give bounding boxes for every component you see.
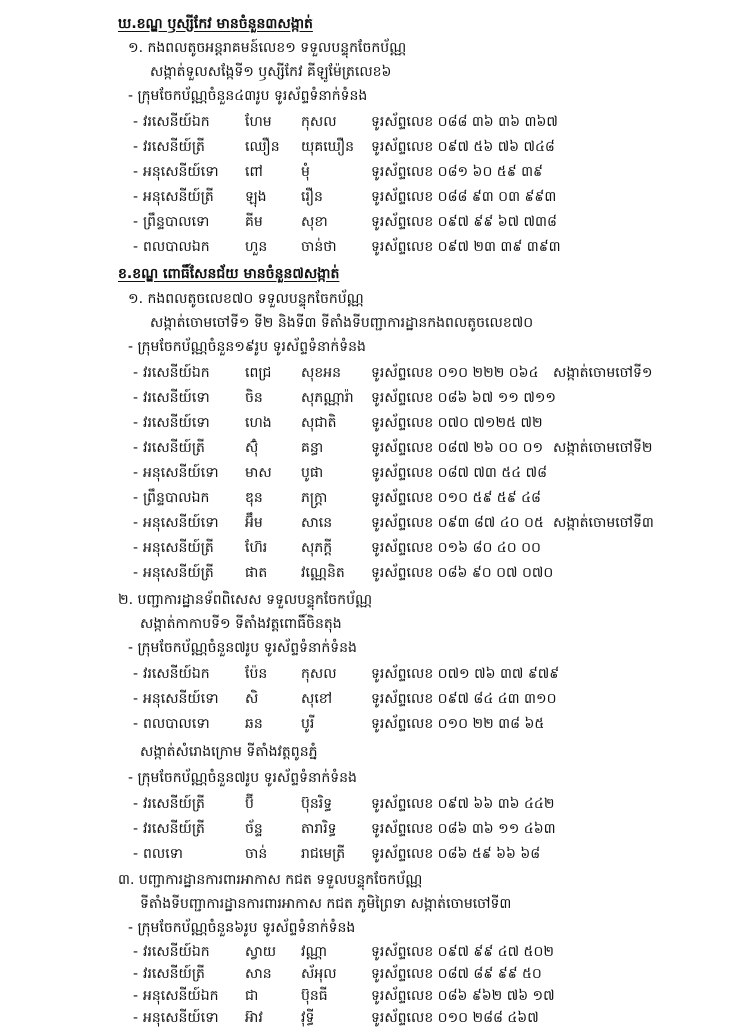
member-given-name: សានេ bbox=[301, 515, 333, 531]
member-rank: អនុសេនីយ៍ទោ bbox=[143, 691, 219, 707]
member-rank: ព្រឹន្ទបាលទោ bbox=[143, 214, 210, 230]
member-row bbox=[133, 536, 733, 560]
member-family-name: អ៊ឹម bbox=[245, 515, 263, 531]
member-family-name: សាន bbox=[245, 966, 272, 982]
member-row bbox=[133, 386, 733, 410]
group-count: - ក្រុមចែកប័ណ្ណចំនួន៧រូប ទូរស័ព្ទទំនាក់ទំនង bbox=[128, 640, 357, 656]
bullet-dash: - bbox=[133, 796, 139, 812]
member-given-name: បូរី bbox=[301, 716, 315, 732]
bullet-dash: - bbox=[133, 565, 139, 581]
member-given-name: ប៊ុនធី bbox=[301, 988, 328, 1004]
bullet-dash: - bbox=[133, 490, 139, 506]
member-phone: ទូរស័ព្ទលេខ ០៨៦ ៦៧ ១១ ៧១១ bbox=[371, 390, 557, 406]
member-family-name: ពេជ្រ bbox=[245, 365, 272, 381]
member-rank: អនុសេនីយ៍ទោ bbox=[143, 465, 219, 481]
member-family-name: ស្វាយ bbox=[245, 944, 277, 960]
member-family-name: ឡុង bbox=[245, 189, 267, 205]
member-given-name: ភក្ត្រា bbox=[301, 490, 328, 506]
member-note: សង្កាត់ចោមចៅទី៣ bbox=[553, 515, 654, 531]
member-given-name: រឿន bbox=[301, 189, 323, 205]
member-phone: ទូរស័ព្ទលេខ ០៧០ ៧១២៥ ៧២ bbox=[371, 415, 543, 431]
group-count: - ក្រុមចែកប័ណ្ណចំនួន៤៣រូប ទូរស័ព្ទទំនាក់ទំនង bbox=[128, 88, 368, 104]
member-rank: ពលបាលទោ bbox=[143, 716, 210, 732]
bullet-dash: - bbox=[133, 365, 139, 381]
member-phone: ទូរស័ព្ទលេខ ០៨៦ ៩៦២ ៧៦ ១៧ bbox=[371, 988, 555, 1004]
member-rank: អនុសេនីយ៍ឯក bbox=[143, 988, 219, 1004]
member-row bbox=[133, 940, 733, 964]
member-phone: ទូរស័ព្ទលេខ ០៩៧ ៩៩ ៤៧ ៥០២ bbox=[371, 944, 554, 960]
member-family-name: ហ៊ែរ bbox=[245, 540, 268, 556]
member-rank: វរសេនីយ៍ឯក bbox=[143, 944, 210, 960]
bullet-dash: - bbox=[133, 415, 139, 431]
member-rank: ពលបាលឯក bbox=[143, 239, 210, 255]
unit-location-2: សង្កាត់សំរោងក្រោម ទីតាំងវត្តពូនភ្នំ bbox=[140, 744, 318, 760]
member-phone: ទូរស័ព្ទលេខ ០៨៦ ៥៩ ៦៦ ៦៨ bbox=[371, 846, 541, 862]
member-family-name: គីម bbox=[245, 214, 263, 230]
member-row bbox=[133, 160, 733, 184]
member-family-name: ប៉ែន bbox=[245, 666, 268, 682]
member-family-name: ផាត bbox=[245, 565, 268, 581]
member-phone: ទូរស័ព្ទលេខ ០១០ ២២២ ០៦៤ bbox=[371, 365, 539, 381]
member-row bbox=[133, 486, 733, 510]
member-family-name: ឌុន bbox=[245, 490, 263, 506]
member-row bbox=[133, 461, 733, 485]
member-rank: អនុសេនីយ៍ត្រី bbox=[143, 540, 214, 556]
bullet-dash: - bbox=[133, 239, 139, 255]
member-given-name: តារារិទ្ធ bbox=[301, 821, 337, 837]
member-rank: អនុសេនីយ៍ទោ bbox=[143, 1010, 219, 1026]
member-phone: ទូរស័ព្ទលេខ ០៩៧ ២៣ ៣៩ ៣៩៣ bbox=[371, 239, 561, 255]
member-rank: វរសេនីយ៍ត្រី bbox=[143, 440, 205, 456]
bullet-dash: - bbox=[133, 966, 139, 982]
member-rank: វរសេនីយ៍ត្រី bbox=[143, 821, 205, 837]
bullet-dash: - bbox=[133, 691, 139, 707]
member-given-name: កុសល bbox=[301, 114, 337, 130]
member-phone: ទូរស័ព្ទលេខ ០១០ ៥៩ ៥៩ ៤៨ bbox=[371, 490, 541, 506]
member-phone: ទូរស័ព្ទលេខ ០៨៧ ៨៩ ៩៩ ៥០ bbox=[371, 966, 542, 982]
member-rank: ព្រឹន្ទបាលឯក bbox=[143, 490, 210, 506]
unit-location: សង្កាត់ទួលសង្កែទី១ ឫស្សីកែវ គីឡូម៉ែត្រលេខ៦ bbox=[150, 64, 392, 80]
member-row bbox=[133, 817, 733, 841]
group-count-2: - ក្រុមចែកប័ណ្ណចំនួន៧រូប ទូរស័ព្ទទំនាក់ទំនង bbox=[128, 770, 357, 786]
member-given-name: ស័អុល bbox=[301, 966, 337, 982]
unit-location: ទីតាំងទីបញ្ជាការដ្ឋានការពារអាកាស កជត ភូមិព្រៃទា សង្កាត់ចោមចៅទី៣ bbox=[140, 896, 512, 912]
member-rank: វរសេនីយ៍ត្រី bbox=[143, 139, 205, 155]
member-given-name: យុគឃឿន bbox=[301, 139, 355, 155]
member-family-name: ប៊ី bbox=[245, 796, 254, 812]
unit-heading: ១. កងពលតូចអន្តរាគមន៍លេខ១ ទទួលបន្ទុកចែកប័ណ្ណ bbox=[128, 40, 407, 56]
bullet-dash: - bbox=[133, 666, 139, 682]
bullet-dash: - bbox=[133, 988, 139, 1004]
member-family-name: ហែម bbox=[245, 114, 272, 130]
member-rank: អនុសេនីយ៍ទោ bbox=[143, 515, 219, 531]
member-phone: ទូរស័ព្ទលេខ ០៨៦ ៣៦ ១១ ៤៦៣ bbox=[371, 821, 556, 837]
member-family-name: ឆន bbox=[245, 716, 263, 732]
member-rank: វរសេនីយ៍ទោ bbox=[143, 390, 210, 406]
member-note: សង្កាត់ចោមចៅទី១ bbox=[553, 365, 653, 381]
member-phone: ទូរស័ព្ទលេខ ០៨៨ ៩៣ ០៣ ៩៩៣ bbox=[371, 189, 557, 205]
member-rank: វរសេនីយ៍ទោ bbox=[143, 415, 210, 431]
member-phone: ទូរស័ព្ទលេខ ០១០ ២៨៨ ៤៦៧ bbox=[371, 1010, 539, 1026]
member-rank: វរសេនីយ៍ត្រី bbox=[143, 796, 205, 812]
member-row bbox=[133, 235, 733, 259]
member-given-name: ចាន់ថា bbox=[301, 239, 337, 255]
member-phone: ទូរស័ព្ទលេខ ០៩៧ ៥៦ ៧៦ ៧៤៨ bbox=[371, 139, 555, 155]
member-phone: ទូរស័ព្ទលេខ ០១៦ ៨០ ៤០ ០០ bbox=[371, 540, 541, 556]
bullet-dash: - bbox=[133, 114, 139, 130]
member-given-name: វុទ្ធី bbox=[301, 1010, 315, 1026]
member-row bbox=[133, 110, 733, 134]
member-row bbox=[133, 792, 733, 816]
member-given-name: រាជមេត្រី bbox=[301, 846, 346, 862]
member-given-name: គន្ធា bbox=[301, 440, 324, 456]
member-given-name: វណ្ណេនិត bbox=[301, 565, 345, 581]
unit-heading: ៣. បញ្ជាការដ្ឋានការពារអាកាស កជត ទទួលបន្ទុកចែកប័ណ្ណ bbox=[118, 872, 423, 888]
member-phone: ទូរស័ព្ទលេខ ០១០ ២២ ៣៨ ៦៥ bbox=[371, 716, 545, 732]
bullet-dash: - bbox=[133, 390, 139, 406]
member-given-name: បូផា bbox=[301, 465, 324, 481]
bullet-dash: - bbox=[133, 515, 139, 531]
member-phone: ទូរស័ព្ទលេខ ០៨៧ ២៦ ០០ ០១ bbox=[371, 440, 544, 456]
member-row bbox=[133, 662, 733, 686]
member-row bbox=[133, 842, 733, 866]
member-row bbox=[133, 712, 733, 736]
bullet-dash: - bbox=[133, 821, 139, 837]
section-title-pou-senchey: ខ.ខណ្ឌ ពោធិ៍សែនជ័យ មានចំនួន៧សង្កាត់ bbox=[118, 266, 340, 282]
member-rank: អនុសេនីយ៍ត្រី bbox=[143, 565, 214, 581]
member-row bbox=[133, 185, 733, 209]
bullet-dash: - bbox=[133, 164, 139, 180]
member-given-name: សុភណ្ណារ៉ា bbox=[301, 390, 354, 406]
member-phone: ទូរស័ព្ទលេខ ០៨៧ ៧៣ ៥៤ ៧៨ bbox=[371, 465, 547, 481]
unit-location: សង្កាត់កាកាបទី១ ទីតាំងវត្តពោធិ៍ចិនតុង bbox=[140, 616, 342, 632]
bullet-dash: - bbox=[133, 189, 139, 205]
member-row bbox=[133, 210, 733, 234]
member-row bbox=[133, 984, 733, 1008]
member-given-name: សុខា bbox=[301, 214, 328, 230]
member-family-name: អ៊ាវ bbox=[245, 1010, 263, 1026]
member-family-name: មាស bbox=[245, 465, 272, 481]
member-family-name: ហេង bbox=[245, 415, 272, 431]
member-family-name: ច័ន្ទ bbox=[245, 821, 263, 837]
unit-location: សង្កាត់ចោមចៅទី១ ទី២ និងទី៣ ទីតាំងទីបញ្ជាការដ្ឋានកងពលតូចលេខ៧០ bbox=[150, 315, 534, 331]
member-row bbox=[133, 962, 733, 986]
member-given-name: សុខអន bbox=[301, 365, 341, 381]
bullet-dash: - bbox=[133, 846, 139, 862]
member-phone: ទូរស័ព្ទលេខ ០៩៧ ៦៦ ៣៦ ៤៤២ bbox=[371, 796, 555, 812]
member-rank: អនុសេនីយ៍ត្រី bbox=[143, 189, 214, 205]
member-family-name: ហួន bbox=[245, 239, 268, 255]
member-note: សង្កាត់ចោមចៅទី២ bbox=[553, 440, 653, 456]
member-phone: ទូរស័ព្ទលេខ ០៨៦ ៩០ ០៧ ០៧០ bbox=[371, 565, 554, 581]
bullet-dash: - bbox=[133, 716, 139, 732]
member-given-name: វណ្ណា bbox=[301, 944, 327, 960]
member-given-name: សុខៅ bbox=[301, 691, 333, 707]
member-family-name: ឈឿន bbox=[245, 139, 280, 155]
member-row bbox=[133, 511, 733, 535]
bullet-dash: - bbox=[133, 1010, 139, 1026]
member-rank: វរសេនីយ៍ឯក bbox=[143, 365, 210, 381]
section-title-russey-keo: ឃ.ខណ្ឌ ឫស្សីកែវ មានចំនួន៣សង្កាត់ bbox=[118, 16, 313, 32]
member-rank: វរសេនីយ៍ឯក bbox=[143, 114, 210, 130]
member-rank: ពលទោ bbox=[143, 846, 183, 862]
member-phone: ទូរស័ព្ទលេខ ០៨៨ ៣៦ ៣៦ ៣៦៧ bbox=[371, 114, 558, 130]
member-family-name: សិ bbox=[245, 691, 259, 707]
member-row bbox=[133, 135, 733, 159]
member-given-name: មុំ bbox=[301, 164, 310, 180]
member-given-name: កុសល bbox=[301, 666, 337, 682]
member-family-name: ស៊ុំ bbox=[245, 440, 259, 456]
member-rank: អនុសេនីយ៍ទោ bbox=[143, 164, 219, 180]
member-phone: ទូរស័ព្ទលេខ ០៧១ ៧៦ ៣៧ ៩៧៩ bbox=[371, 666, 560, 682]
unit-heading: ១. កងពលតូចលេខ៧០ ទទួលបន្ទុកចែកប័ណ្ណ bbox=[128, 291, 364, 307]
bullet-dash: - bbox=[133, 440, 139, 456]
unit-heading: ២. បញ្ជាការដ្ឋានទ័ពពិសេស ទទួលបន្ទុកចែកប័ណ្ណ bbox=[118, 592, 373, 608]
member-given-name: ប៊ុនរិទ្ធ bbox=[301, 796, 333, 812]
member-phone: ទូរស័ព្ទលេខ ០៩៧ ៨៤ ៤៣ ៣១០ bbox=[371, 691, 557, 707]
bullet-dash: - bbox=[133, 944, 139, 960]
member-row bbox=[133, 561, 733, 585]
member-phone: ទូរស័ព្ទលេខ ០៩៧ ៩៩ ៦៧ ៧៣៨ bbox=[371, 214, 557, 230]
member-phone: ទូរស័ព្ទលេខ ០៩៣ ៨៧ ៤០ ០៥ bbox=[371, 515, 544, 531]
member-row bbox=[133, 361, 733, 385]
member-family-name: ចាន់ bbox=[245, 846, 268, 862]
member-phone: ទូរស័ព្ទលេខ ០៨១ ៦០ ៥៩ ៣៩ bbox=[371, 164, 543, 180]
member-family-name: ជា bbox=[245, 988, 259, 1004]
member-row bbox=[133, 411, 733, 435]
member-family-name: ពៅ bbox=[245, 164, 263, 180]
member-row bbox=[133, 687, 733, 711]
member-given-name: សុជាតិ bbox=[301, 415, 337, 431]
member-family-name: ចិន bbox=[245, 390, 263, 406]
bullet-dash: - bbox=[133, 214, 139, 230]
bullet-dash: - bbox=[133, 540, 139, 556]
member-given-name: សុភក្តី bbox=[301, 540, 333, 556]
member-rank: វរសេនីយ៍ត្រី bbox=[143, 966, 205, 982]
member-row bbox=[133, 1006, 733, 1030]
member-rank: វរសេនីយ៍ឯក bbox=[143, 666, 210, 682]
group-count: - ក្រុមចែកប័ណ្ណចំនួន១៩រូប ទូរស័ព្ទទំនាក់ទំនង bbox=[128, 339, 366, 355]
bullet-dash: - bbox=[133, 465, 139, 481]
group-count: - ក្រុមចែកប័ណ្ណចំនួន៦រូប ទូរស័ព្ទទំនាក់ទំនង bbox=[128, 920, 356, 936]
bullet-dash: - bbox=[133, 139, 139, 155]
member-row bbox=[133, 436, 733, 460]
